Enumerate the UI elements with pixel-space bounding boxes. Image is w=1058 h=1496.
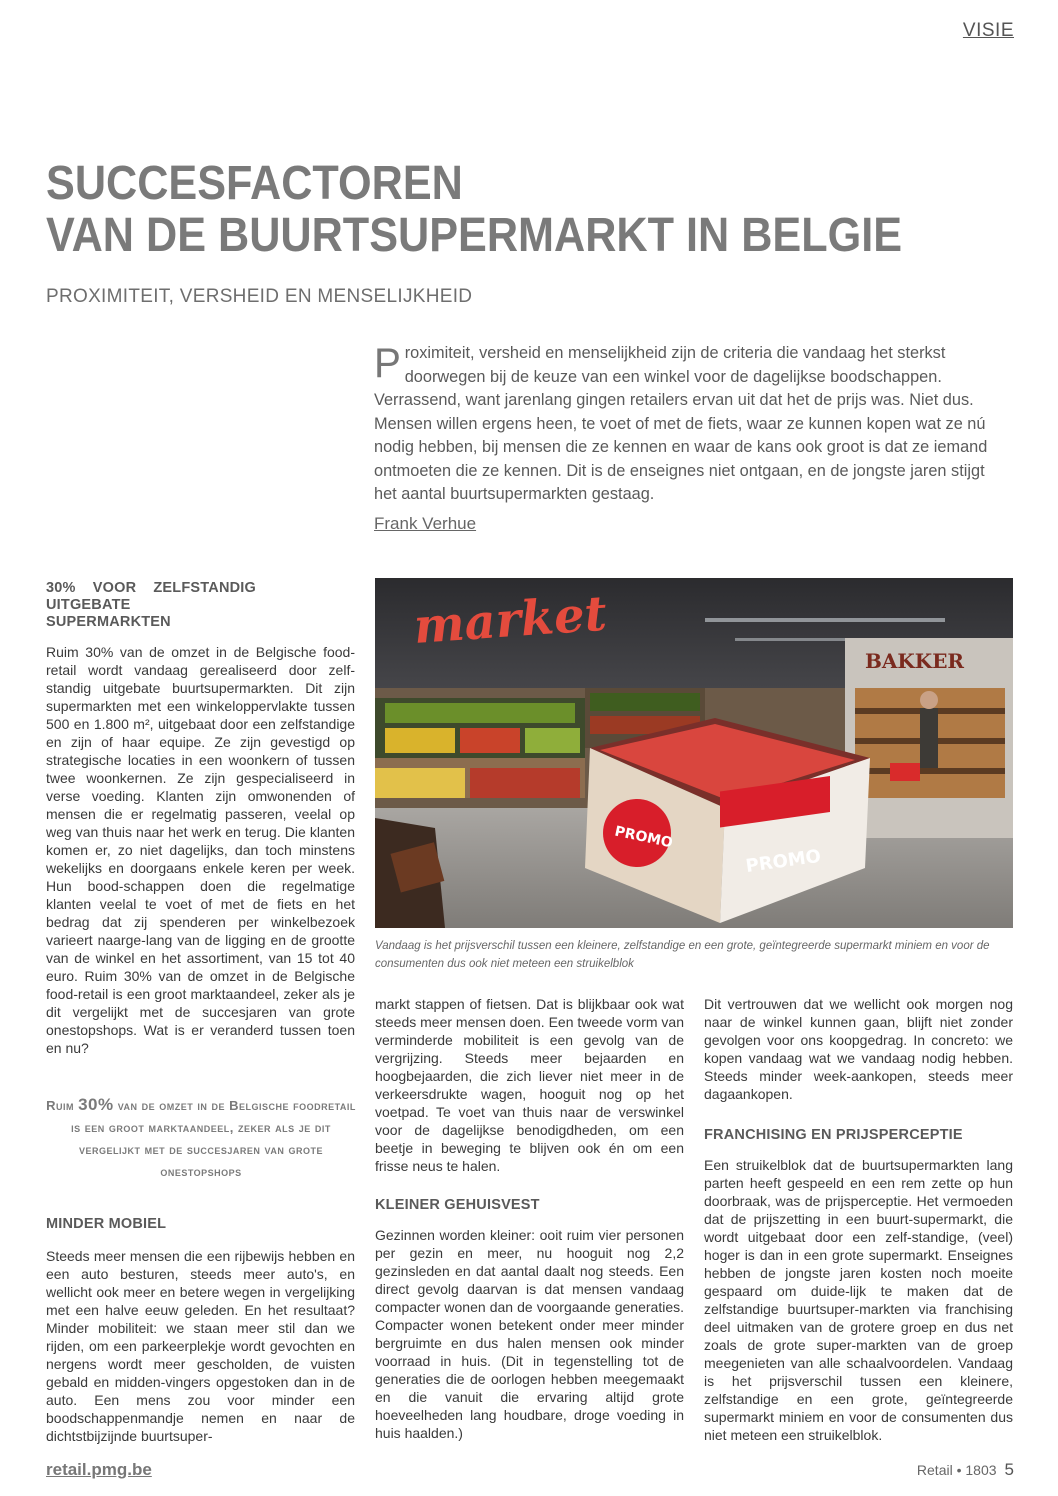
issue-info (917, 1460, 1014, 1480)
pull-quote (46, 1094, 356, 1183)
supermarket-illustration (375, 578, 1013, 928)
pull-quote-figure: 30% (78, 1095, 114, 1114)
website-link[interactable]: retail.pmg.be (46, 1460, 152, 1479)
article-subtitle: PROXIMITEIT, VERSHEID EN MENSELIJKHEID (46, 286, 473, 307)
heading-minder-mobiel: MINDER MOBIEL (46, 1216, 167, 1232)
pull-quote-lead: Ruim (46, 1098, 79, 1113)
page-number: 5 (1004, 1460, 1014, 1479)
bakker-sign: BAKKER (865, 649, 965, 673)
heading-kleiner-gehuisvest: KLEINER GEHUISVEST (375, 1197, 540, 1213)
intro-paragraph (374, 341, 988, 506)
title-line-1: SUCCESFACTOREN (46, 157, 463, 210)
column-1 (46, 580, 355, 1057)
section-tag: VISIE (962, 20, 1014, 41)
paragraph-prijsperceptie: Een struikelblok dat de buurtsupermarkten lang parten heeft gespeeld en een rem zette op hun doorbraak, was de prijsperceptie. Het vermoeden dat de prijszetting in een buurt-supermarkt, die wordt uitgebaat door een zelf-standige, (veel) hoger is dan in een grote supermarkt. Enseignes hebben de jongste jaren kosten noch moeite gespaard om duide-lijk te maken dat de zelfstandige buurtsuper-markten via franchising deel uitmaken van de grotere groep en dus net zoals de grote super-markten van de groep meegenieten van alle schaalvoordelen. Vandaag is het prijsverschil tussen een kleinere, zelfstandige en een grote, geïntegreerde supermarkt miniem en voor de consumenten dus niet meteen een struikelblok. (704, 1157, 1013, 1443)
issue-label: Retail • 1803 (916, 1462, 997, 1478)
paragraph-omzet: Ruim 30% van de omzet in de Belgische food-retail wordt vandaag gerealiseerd door zelf-standig uitgebate buurtsupermarkten. Dit zijn supermarkten met een winkeloppervlakte tussen 500 en 1.800 m², uitgebaat door een zelfstandige en zijn of haar equipe. Ze zijn gevestigd op strategische locaties in een woonkern of tussen twee woonkernen. Ze zijn gespecialiseerd in verse voeding. Klanten zijn omwonenden of mensen die er regelmatig passeren, veelal op weg van thuis naar het werk en terug. Die klanten komen er, zo niet dagelijks, dan toch minstens wekelijks en doorgaans enkele keren per week. Hun bood-schappen doen die regelmatige klanten veelal te voet of met de fiets en het bedrag dat zij spenderen per winkelbezoek varieert naarge-lang van de ligging en de grootte van de winkel en het assortiment, van 15 tot 40 euro. Ruim 30% van de omzet in de Belgische food-retail is een groot marktaandeel, zeker als je dit vergelijkt met de succesjaren van grote onestopshops. Wat is er veranderd tussen toen en nu? (46, 644, 355, 1056)
heading-zelfstandig: 30% VOOR ZELFSTANDIG UITGEBATE SUPERMARKTEN (46, 580, 256, 630)
article-title (46, 158, 910, 262)
title-line-2: VAN DE BUURTSUPERMARKT IN BELGIE (46, 209, 903, 262)
heading-franchising: FRANCHISING EN PRIJSPERCEPTIE (704, 1127, 963, 1143)
author-link[interactable]: Frank Verhue (374, 514, 477, 533)
column-1-lower (46, 1216, 355, 1445)
promo-label-2: PROMO (744, 845, 823, 878)
pull-quote-body: van de omzet in de Belgische foodretail is een groot marktaandeel, zeker als je dit vergelijkt met de succesjaren van grote onestopshops (71, 1098, 356, 1179)
promo-label-1: PROMO (613, 823, 675, 852)
market-sign: market (411, 585, 609, 655)
intro-text: roximiteit, versheid en menselijkheid zijn de criteria die vandaag het sterkst doorwegen bij de keuze van een winkel voor de dagelijkse boodschappen. Verrassend, want jarenlang gingen retailers ervan uit dat het de prijs was. Niet dus. Mensen willen ergens heen, te voet of met de fiets, waar ze kunnen kopen wat ze nú nodig hebben, bij mensen die ze kennen en waar de kans ook groot is dat ze iemand ontmoeten die ze kennen. Dit is de enseignes niet ontgaan, en de jongste jaren stijgt het aantal buurtsupermarkten gestaag. (374, 343, 988, 503)
drop-cap: P (374, 339, 401, 386)
paragraph-vergrijzing: markt stappen of fietsen. Dat is blijkbaar ook wat steeds meer mensen doen. Een tweede vorm van verminderde mobiliteit is een gevolg van de vergrijzing. Steeds meer bejaarden en hoogbejaarden, die zich liever niet meer in de verkeersdrukte wagen, hooguit nog op het voetpad. Te voet van thuis naar de verswinkel voor de dagelijkse benodigdheden, om een beetje in beweging te blijven ook én om een frisse neus te halen. (375, 996, 684, 1174)
column-3 (704, 995, 1013, 1444)
paragraph-mobiliteit: Steeds meer mensen die een rijbewijs hebben en een auto besturen, steeds meer auto's, en wellicht ook meer en betere wegen in vergelijking met een halve eeuw geleden. En het resultaat? Minder mobiliteit: we staan meer stil dan we rijden, om een parkeerplekje wordt gevochten en nergens wordt meer gescholden, de vuisten gebald en midden-vingers opgestoken dan in de auto. Een mens zou voor minder een boodschappenmandje nemen en naar de dichtstbijzijnde buurtsuper- (46, 1248, 355, 1444)
supermarket-photo (375, 578, 1013, 928)
paragraph-vertrouwen: Dit vertrouwen dat we wellicht ook morgen nog naar de winkel kunnen gaan, blijft niet zonder gevolgen voor ons koopgedrag. In concreto: we kopen vandaag wat we vandaag nodig hebben. Steeds minder week-aankopen, steeds meer dagaankopen. (704, 996, 1013, 1102)
column-2 (375, 995, 684, 1442)
paragraph-gezinnen: Gezinnen worden kleiner: ooit ruim vier personen per gezin en meer, nu hooguit nog 2,2 gezinsleden en dat aantal daalt nog steeds. Een direct gevolg daarvan is dat mensen vandaag compacter wonen dan de voorgaande generaties. Compacter wonen betekent onder meer minder bergruimte en dus halen mensen ook minder voorraad in huis. (Dit in tegenstelling tot de generaties die de oorlogen hebben meegemaakt en die vanuit die ervaring altijd grote hoeveelheden lang houdbare, droge voeding in huis haalden.) (375, 1227, 684, 1441)
photo-caption: Vandaag is het prijsverschil tussen een kleinere, zelfstandige en een grote, geïntegreerde supermarkt miniem en voor de consumenten dus ook niet meteen een struikelblok (375, 940, 990, 970)
